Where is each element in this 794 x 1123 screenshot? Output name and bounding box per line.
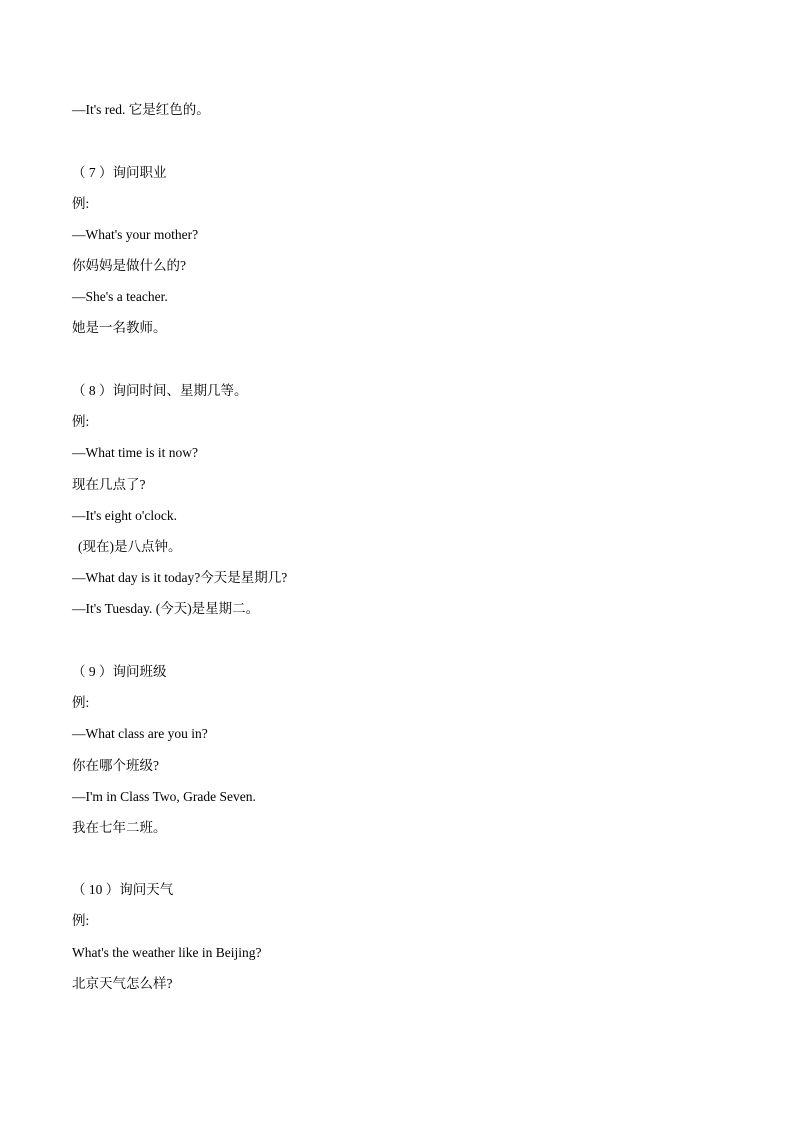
- question-day: —What day is it today?今天是星期几?: [72, 570, 288, 585]
- answer-teacher: —She's a teacher.: [72, 289, 168, 304]
- question-weather-translation: 北京天气怎么样?: [72, 976, 173, 991]
- example-label: 例:: [72, 913, 90, 928]
- example-label: 例:: [72, 196, 90, 211]
- question-mother-translation: 你妈妈是做什么的?: [72, 258, 186, 273]
- example-label: 例:: [72, 414, 90, 429]
- question-class: —What class are you in?: [72, 726, 208, 741]
- section-8-heading: （ 8 ）询问时间、星期几等。: [72, 383, 248, 398]
- answer-red: —It's red. 它是红色的。: [72, 102, 210, 117]
- answer-class-translation: 我在七年二班。: [72, 820, 167, 835]
- answer-time-translation: (现在)是八点钟。: [78, 539, 182, 554]
- answer-class: —I'm in Class Two, Grade Seven.: [72, 789, 256, 804]
- example-label: 例:: [72, 695, 90, 710]
- section-7-heading: （ 7 ）询问职业: [72, 165, 167, 180]
- question-time: —What time is it now?: [72, 445, 198, 460]
- section-10-heading: （ 10 ）询问天气: [72, 882, 174, 897]
- question-class-translation: 你在哪个班级?: [72, 758, 159, 773]
- question-mother: —What's your mother?: [72, 227, 199, 242]
- question-weather: What's the weather like in Beijing?: [72, 945, 262, 960]
- section-9-heading: （ 9 ）询问班级: [72, 664, 167, 679]
- answer-teacher-translation: 她是一名教师。: [72, 320, 167, 335]
- question-time-translation: 现在几点了?: [72, 477, 146, 492]
- answer-day: —It's Tuesday. (今天)是星期二。: [72, 601, 260, 616]
- answer-time: —It's eight o'clock.: [72, 508, 177, 523]
